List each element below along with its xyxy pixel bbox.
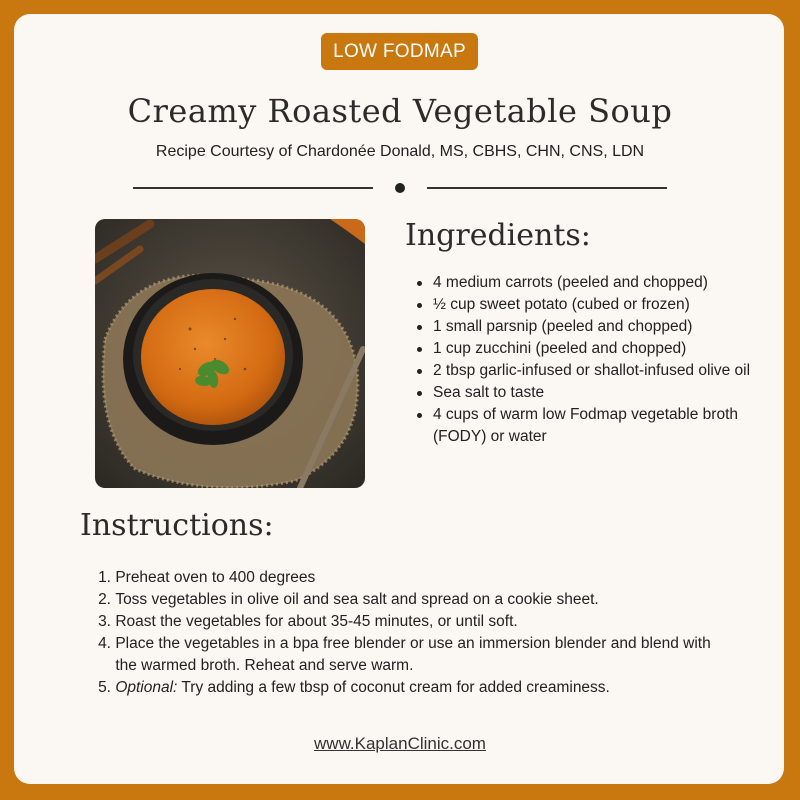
divider-left [133,187,373,189]
instruction-step [93,677,733,699]
step-number: 1. [98,569,111,586]
instruction-step [93,633,733,677]
low-fodmap-badge: LOW FODMAP [321,33,478,70]
step-text [115,677,610,699]
ingredient-item: 2 tbsp garlic-infused or shallot-infused olive oil [433,360,753,382]
soup-bowl-photo [95,219,365,488]
instructions-heading: Instructions: [80,508,274,543]
recipe-credit: Recipe Courtesy of Chardonée Donald, MS, CBHS, CHN, CNS, LDN [155,143,645,160]
clinic-website-link[interactable]: www.KaplanClinic.com [314,734,486,753]
ingredients-list [433,272,753,448]
step-number: 4. [98,635,111,652]
step-text: Roast the vegetables for about 35-45 minutes, or until soft. [115,613,518,630]
step-text: Preheat oven to 400 degrees [115,569,316,586]
step-number: 5. [98,679,111,696]
instructions-list [93,567,733,699]
ingredients-heading: Ingredients: [405,218,591,253]
instruction-step [93,589,733,611]
divider-right [427,187,667,189]
divider-dot [395,183,405,193]
ingredient-item: Sea salt to taste [433,382,753,404]
ingredient-item: 1 small parsnip (peeled and chopped) [433,316,753,338]
step-text: Place the vegetables in a bpa free blender or use an immersion blender and blend with the warmed broth. Reheat and serve warm. [115,635,711,674]
step-number: 2. [98,591,111,608]
ingredient-item: 4 medium carrots (peeled and chopped) [433,272,753,294]
step-text: Toss vegetables in olive oil and sea salt and spread on a cookie sheet. [115,591,599,608]
recipe-title: Creamy Roasted Vegetable Soup [127,92,673,130]
optional-label: Optional: [115,679,178,696]
instruction-step [93,611,733,633]
ingredient-item: ½ cup sweet potato (cubed or frozen) [433,294,753,316]
optional-text: Try adding a few tbsp of coconut cream for added creaminess. [177,679,610,696]
ingredient-item: 1 cup zucchini (peeled and chopped) [433,338,753,360]
ingredient-item: 4 cups of warm low Fodmap vegetable broth (FODY) or water [433,404,753,448]
step-number: 3. [98,613,111,630]
instruction-step [93,567,733,589]
